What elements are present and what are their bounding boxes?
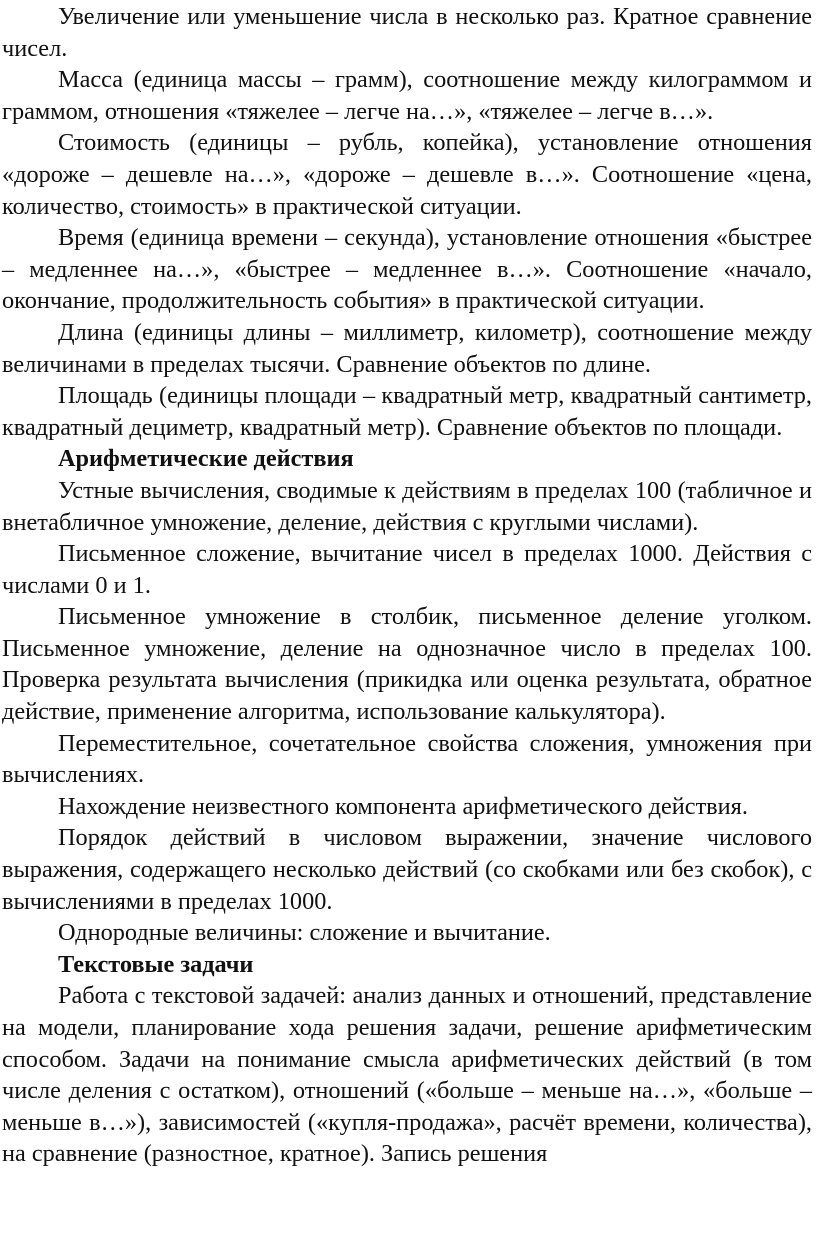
- paragraph-written-addition: Письменное сложение, вычитание чисел в пределах 1000. Действия с числами 0 и 1.: [2, 540, 812, 599]
- paragraph-length: Длина (единицы длины – миллиметр, километр), соотношение между величинами в пределах тысячи. Сравнение объектов по длине.: [2, 318, 812, 378]
- paragraph-written-multiplication: Письменное умножение в столбик, письменное деление уголком. Письменное умножение, деление на однозначное число в пределах 100. Проверка результата вычисления (прикидка или оценка результата, обратное действие, применение алгоритма, использование калькулятора).: [2, 603, 812, 726]
- paragraph-time: Время (единица времени – секунда), установление отношения «быстрее – медленнее на…», «быстрее – медленнее в…». Соотношение «начало, окончание, продолжительность события» в практической ситуации.: [2, 224, 812, 315]
- paragraph-homogeneous-quantities: Однородные величины: сложение и вычитание.: [58, 919, 551, 947]
- section-heading-text-problems: Текстовые задачи: [58, 950, 254, 978]
- paragraph-text-problem-work: Работа с текстовой задачей: анализ данных и отношений, представление на модели, планирование хода решения задачи, решение арифметическим способом. Задачи на понимание смысла арифметических действий (в том числе деления с остатком), отношений («больше – меньше на…», «больше – меньше в…»), зависимостей («купля-продажа», расчёт времени, количества), на сравнение (разностное, кратное). Запись решения: [2, 982, 812, 1168]
- paragraph-properties: Переместительное, сочетательное свойства сложения, умножения при вычислениях.: [2, 729, 812, 789]
- paragraph-multiply-divide: Увеличение или уменьшение числа в несколько раз. Кратное сравнение чисел.: [2, 3, 812, 62]
- paragraph-order-of-operations: Порядок действий в числовом выражении, значение числового выражения, содержащего несколько действий (со скобками или без скобок), с вычислениями в пределах 1000.: [2, 824, 812, 915]
- paragraph-cost: Стоимость (единицы – рубль, копейка), установление отношения «дороже – дешевле на…», «дороже – дешевле в…». Соотношение «цена, количество, стоимость» в практической ситуации.: [2, 129, 812, 220]
- paragraph-oral-calculation: Устные вычисления, сводимые к действиям в пределах 100 (табличное и внетабличное умножение, деление, действия с круглыми числами).: [2, 476, 812, 536]
- paragraph-mass: Масса (единица массы – грамм), соотношение между килограммом и граммом, отношения «тяжелее – легче на…», «тяжелее – легче в…».: [2, 66, 812, 125]
- paragraph-unknown-component: Нахождение неизвестного компонента арифметического действия.: [58, 792, 748, 820]
- section-heading-arithmetic: Арифметические действия: [58, 445, 354, 473]
- paragraph-area: Площадь (единицы площади – квадратный метр, квадратный сантиметр, квадратный дециметр, квадратный метр). Сравнение объектов по площади.: [2, 382, 812, 441]
